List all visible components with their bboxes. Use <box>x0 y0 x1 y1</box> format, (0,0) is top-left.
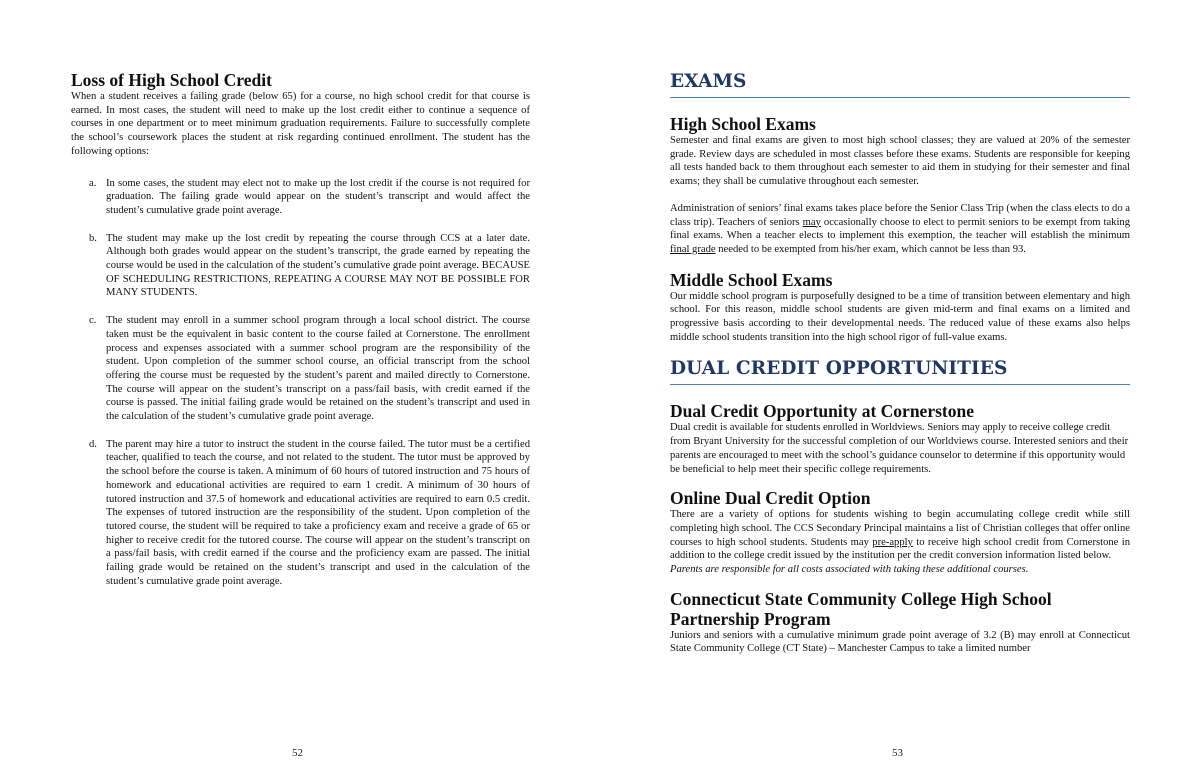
dual-credit-cornerstone-text: Dual credit is available for students enrolled in Worldviews. Seniors may apply to receive college credit from Bryant University for the successful completion of our Worldviews course. Interested seniors and their parents are encouraged to meet with the school’s guidance counselor to determine if this opportunity would be beneficial to help meet their specific college requirements. <box>670 422 1129 475</box>
underlined-final-grade: final grade <box>670 243 716 255</box>
online-dual-credit-note: Parents are responsible for all costs associated with taking these additional courses. <box>670 564 1029 576</box>
page-53 <box>600 0 1200 776</box>
option-text: In some cases, the student may elect not to make up the lost credit if the course is not required for graduation. The failing grade would appear on the student’s transcript and would affect the student’s cumulative grade point average. <box>106 177 530 216</box>
p2-text: Administration of seniors’ final exams takes place before the Senior Class Trip (when the class elects to do a class trip). Teachers of seniors <box>670 202 1130 228</box>
page-number-right: 53 <box>892 747 903 759</box>
p2-text: occasionally choose to elect to permit seniors to be exempt from taking final exams. When a teacher elects to implement this exemption, the teacher will establish the minimum <box>670 216 1130 242</box>
loss-of-credit-intro: When a student receives a failing grade (below 65) for a course, no high school credit for that course is earned. In most cases, the student will need to make up the lost credit either to continue a sequence of courses in one department or to meet minimum graduation requirements. Failure to successfully complete the school’s coursework places the student at risk regarding continued enrollment. The student has the following options: <box>71 91 530 157</box>
credit-options-list <box>71 177 530 589</box>
online-text: There are a variety of options for students wishing to begin accumulating college credit while still completing high school. The CCS Secondary Principal maintains a list of Christian colleges that offer online courses to high school students. Students may <box>670 509 1130 548</box>
p2-text: needed to be exempted from his/her exam, which cannot be less than 93. <box>715 243 1026 255</box>
underlined-may: may <box>802 216 821 228</box>
heading-middle-school-exams: Middle School Exams <box>670 269 833 290</box>
heading-ct-state: Connecticut State Community College High School Partnership Program <box>670 588 1052 629</box>
middle-school-exams-text: Our middle school program is purposefully designed to be a time of transition between elementary and high school. For this reason, middle school students are given mid-term and final exams on a limited and progressive basis according to their developmental needs. The reduced value of these exams also helps middle school students transition into the high school rigor of full-value exams. <box>670 290 1130 343</box>
section-title-dual-credit: DUAL CREDIT OPPORTUNITIES <box>670 357 1130 385</box>
option-marker: b. <box>89 232 97 244</box>
option-text: The parent may hire a tutor to instruct the student in the course failed. The tutor must be a certified teacher, qualified to teach the course, and not related to the student. The tutor must be approved by the school before the course is taken. A minimum of 60 hours of tutored instruction and 75 hours of homework and educational activities are required to earn 1 credit. A minimum of 30 hours of tutored instruction and 37.5 of homework and educational activities are required to earn 0.5 credit. The expenses of tutored instruction are the responsibility of the student. Upon completion of the tutored course, the student will be required to take a proficiency exam and receive a grade of 65 or higher to receive credit for the tutored course. The course will appear on the student’s transcript on a pass/fail basis, with credit earned if the course and the proficiency exam are passed. The initial failing grade would be retained on the student’s transcript and used in the calculation of the student’s cumulative grade point average. <box>106 438 530 587</box>
section-title-exams: EXAMS <box>670 70 1130 98</box>
option-text: The student may enroll in a summer school program through a local school district. The course taken must be the equivalent in basic content to the course failed at Cornerstone. The enrollment process and expenses associated with a summer school program are the responsibility of the student. Upon completion of the summer school course, an official transcript from the school offering the course must be requested by the student’s parent and mailed directly to Cornerstone. The course will appear on the student’s transcript on a pass/fail basis, with credit earned if the course is passed. The initial failing grade would be retained on the student’s transcript and used in the calculation of the student’s cumulative grade point average. <box>106 315 530 423</box>
underlined-pre-apply: pre-apply <box>872 536 913 548</box>
heading-dual-credit-cornerstone: Dual Credit Opportunity at Cornerstone <box>670 401 974 422</box>
online-dual-credit-text <box>670 508 1130 563</box>
page-number-left: 52 <box>292 747 303 759</box>
online-text: to receive high school credit from Cornerstone in addition to the college credit issued by the institution per the credit conversion information listed below. <box>670 536 1130 562</box>
option-item <box>71 438 530 589</box>
option-marker: d. <box>89 438 97 450</box>
high-school-exams-p1: Semester and final exams are given to most high school classes; they are valued at 20% of the semester grade. Review days are scheduled in most classes before these exams. Students are responsible for keeping all tests handed back to them throughout each semester to aid them in studying for their semester and final exams; they shall be cumulative throughout each semester. <box>670 135 1130 188</box>
option-item <box>71 177 530 218</box>
option-item <box>71 232 530 301</box>
option-marker: a. <box>89 177 97 189</box>
heading-online-dual-credit: Online Dual Credit Option <box>670 488 871 509</box>
left-column <box>71 70 530 603</box>
ct-state-text: Juniors and seniors with a cumulative minimum grade point average of 3.2 (B) may enroll at Connecticut State Community College (CT State) – Manchester Campus to take a limited number <box>670 629 1130 655</box>
option-text: The student may make up the lost credit by repeating the course through CCS at a later date. Although both grades would appear on the student’s transcript, the grade earned by repeating the course would be used in the calculation of the student’s cumulative grade point average. BECAUSE OF SCHEDULING RESTRICTIONS, REPEATING A COURSE MAY NOT BE POSSIBLE FOR MANY STUDENTS. <box>106 232 530 299</box>
heading-high-school-exams: High School Exams <box>670 114 816 134</box>
option-marker: c. <box>89 315 97 327</box>
heading-loss-of-credit: Loss of High School Credit <box>71 70 272 90</box>
right-column <box>670 70 1130 656</box>
high-school-exams-p2 <box>670 202 1130 257</box>
option-item <box>71 314 530 424</box>
